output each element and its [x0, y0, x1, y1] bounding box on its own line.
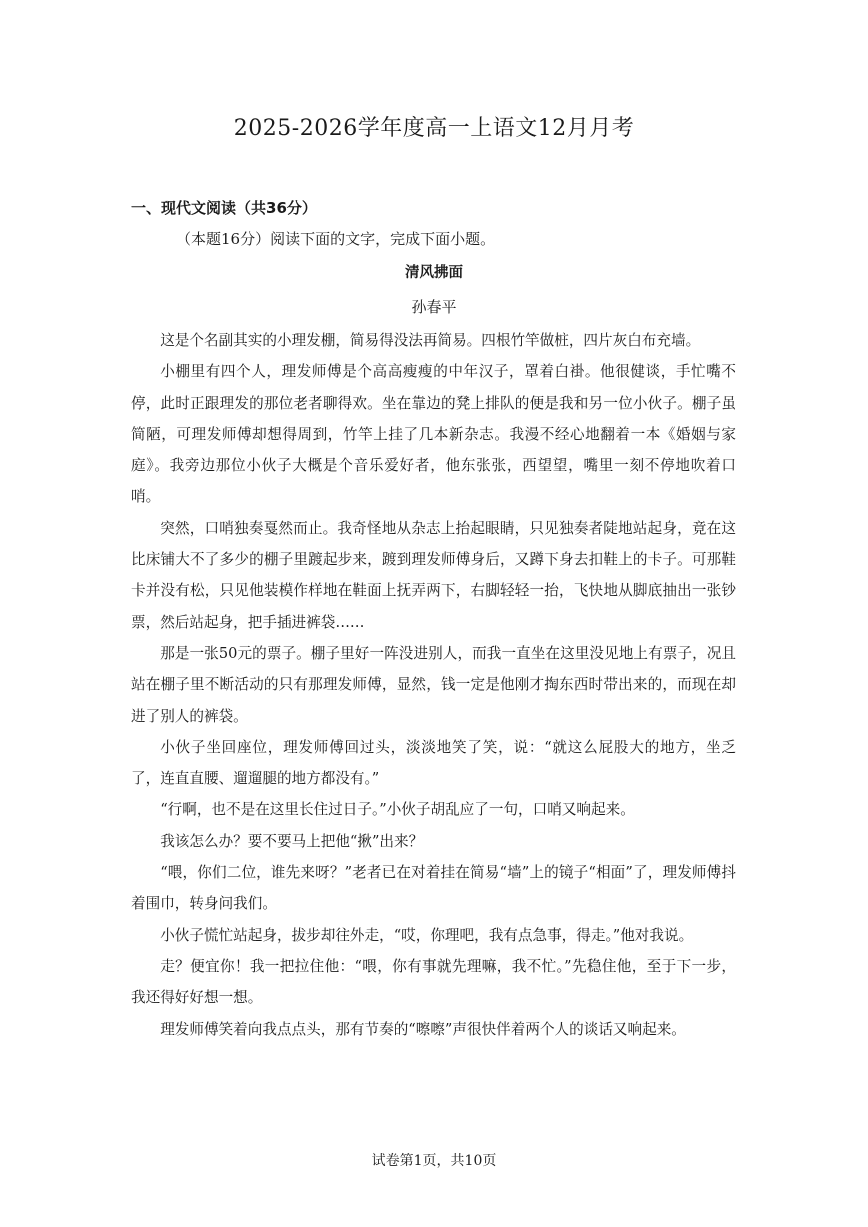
essay-body	[131, 325, 736, 1045]
page-footer: 试卷第1页，共10页	[371, 1153, 497, 1169]
essay-paragraph: 这是个名副其实的小理发棚，简易得没法再简易。四根竹竿做桩，四片灰白布充墙。	[160, 332, 701, 349]
essay-paragraph: “行啊，也不是在这里长住过日子。”小伙子胡乱应了一句，口哨又响起来。	[160, 801, 635, 819]
essay-paragraph: 走？便宜你！我一把拉住他：“喂，你有事就先理嘛，我不忙。”先稳住他，至于下一步，我还得好好想一想。	[131, 957, 736, 1007]
essay-paragraph: 理发师傅笑着向我点点头，那有节奏的“嚓嚓”声很快伴着两个人的谈话又响起来。	[160, 1020, 686, 1038]
essay-paragraph: 突然，口哨独奏戛然而止。我奇怪地从杂志上抬起眼睛，只见独奏者陡地站起身，竟在这比床铺大不了多少的棚子里踱起步来，踱到理发师傅身后，又蹲下身去扣鞋上的卡子。可那鞋卡并没有松，只见他装模作样地在鞋面上抚弄两下，右脚轻轻一抬，飞快地从脚底抽出一张钞票，然后站起身，把手插进裤袋……	[131, 519, 736, 631]
section-heading: 一、现代文阅读（共36分）	[131, 199, 317, 217]
essay-paragraph: 小棚里有四个人，理发师傅是个高高瘦瘦的中年汉子，罩着白褂。他很健谈，手忙嘴不停，此时正跟理发的那位老者聊得欢。坐在靠边的凳上排队的便是我和另一位小伙子。棚子虽简陋，可理发师傅却想得周到，竹竿上挂了几本新杂志。我漫不经心地翻着一本《婚姻与家庭》。我旁边那位小伙子大概是个音乐爱好者，他东张张，西望望，嘴里一刻不停地吹着口哨。	[131, 363, 736, 506]
essay-paragraph: 我该怎么办？要不要马上把他“揪”出来？	[160, 832, 424, 850]
essay-paragraph: “喂，你们二位，谁先来呀？”老者已在对着挂在简易“墙”上的镜子“相面”了，理发师傅抖着围巾，转身问我们。	[131, 864, 736, 913]
essay-paragraph: 那是一张50元的票子。棚子里好一阵没进别人，而我一直坐在这里没见地上有票子，况且站在棚子里不断活动的只有那理发师傅，显然，钱一定是他刚才掏东西时带出来的，而现在却进了别人的裤袋。	[131, 644, 736, 725]
essay-author: 孙春平	[411, 298, 457, 316]
exam-title: 2025-2026学年度高一上语文12月月考	[233, 116, 635, 141]
essay-paragraph: 小伙子慌忙站起身，拔步却往外走，“哎，你理吧，我有点急事，得走。”他对我说。	[160, 926, 694, 944]
essay-paragraph: 小伙子坐回座位，理发师傅回过头，淡淡地笑了笑，说：“就这么屁股大的地方，坐乏了，连直直腰、遛遛腿的地方都没有。”	[131, 738, 736, 788]
question-instruction: （本题16分）阅读下面的文字，完成下面小题。	[176, 230, 496, 248]
essay-title: 清风拂面	[405, 264, 463, 281]
